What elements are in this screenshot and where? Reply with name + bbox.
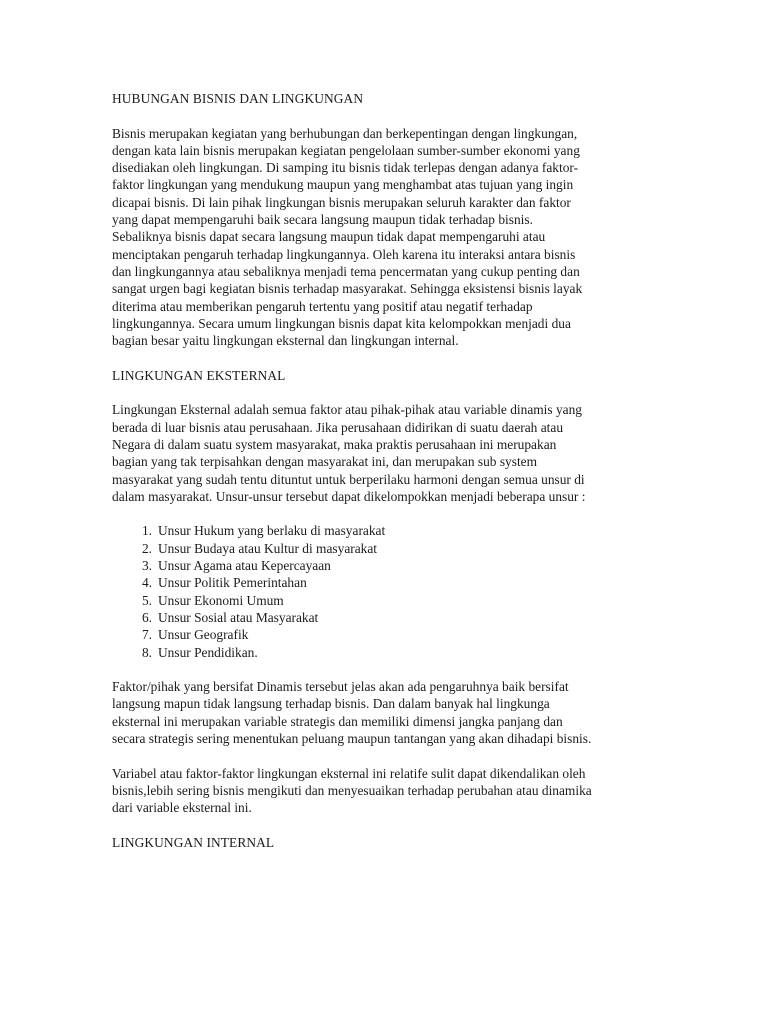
- list-text: Unsur Ekonomi Umum: [158, 592, 284, 608]
- spacer: [112, 661, 660, 678]
- paragraph-line: diterima atau memberikan pengaruh tertentu yang positif atau negatif terhadap: [112, 298, 533, 314]
- spacer: [112, 384, 660, 401]
- paragraph-line: berada di luar bisnis atau perusahaan. Jika perusahaan didirikan di suatu daerah atau: [112, 419, 564, 435]
- list-text: Unsur Geografik: [158, 627, 249, 643]
- heading-lingkungan-internal: LINGKUNGAN INTERNAL: [112, 834, 275, 850]
- list-item: [112, 592, 660, 609]
- paragraph-line: Variabel atau faktor-faktor lingkungan eksternal ini relatife sulit dapat dikendalikan oleh: [112, 765, 586, 781]
- list-number: 8.: [141, 644, 152, 660]
- paragraph-line: dicapai bisnis. Di lain pihak lingkungan bisnis merupakan seluruh karakter dan faktor: [112, 194, 571, 210]
- paragraph-line: langsung mapun tidak langsung terhadap bisnis. Dan dalam banyak hal lingkunga: [112, 696, 550, 712]
- list-number: 3.: [141, 558, 152, 574]
- paragraph-line: yang dapat mempengaruhi baik secara langsung maupun tidak terhadap bisnis.: [112, 212, 533, 228]
- paragraph-intro: [112, 125, 660, 350]
- list-number: 5.: [141, 592, 152, 608]
- list-text: Unsur Budaya atau Kultur di masyarakat: [158, 540, 378, 556]
- paragraph-line: dalam masyarakat. Unsur-unsur tersebut dapat dikelompokkan menjadi beberapa unsur :: [112, 488, 586, 504]
- paragraph-line: eksternal ini merupakan variable strategis dan memiliki dimensi jangka panjang dan: [112, 713, 563, 729]
- paragraph-line: masyarakat yang sudah tentu dituntut untuk berperilaku harmoni dengan semua unsur di: [112, 471, 585, 487]
- paragraph-line: dari variable eksternal ini.: [112, 800, 252, 816]
- paragraph-line: bisnis,lebih sering bisnis mengikuti dan menyesuaikan terhadap perubahan atau dinamika: [112, 782, 592, 798]
- paragraph-variabel: [112, 765, 660, 817]
- list-number: 7.: [141, 627, 152, 643]
- paragraph-line: Sebaliknya bisnis dapat secara langsung maupun tidak dapat mempengaruhi atau: [112, 229, 546, 245]
- paragraph-line: Negara di dalam suatu system masyarakat, maka praktis perusahaan ini merupakan: [112, 436, 557, 452]
- spacer: [112, 747, 660, 764]
- paragraph-line: Faktor/pihak yang bersifat Dinamis tersebut jelas akan ada pengaruhnya baik bersifat: [112, 679, 569, 695]
- paragraph-line: menciptakan pengaruh terhadap lingkungannya. Oleh karena itu interaksi antara bisnis: [112, 246, 576, 262]
- spacer: [112, 107, 660, 124]
- paragraph-line: dan lingkungannya atau sebaliknya menjadi tema pencermatan yang cukup penting dan: [112, 263, 580, 279]
- spacer: [112, 349, 660, 366]
- paragraph-line: sangat urgen bagi kegiatan bisnis terhadap masyarakat. Sehingga eksistensi bisnis layak: [112, 281, 583, 297]
- list-item: [112, 574, 660, 591]
- list-text: Unsur Sosial atau Masyarakat: [158, 609, 319, 625]
- list-number: 2.: [141, 540, 152, 556]
- list-item: [112, 540, 660, 557]
- list-text: Unsur Pendidikan.: [158, 644, 258, 660]
- list-item: [112, 522, 660, 539]
- paragraph-line: Bisnis merupakan kegiatan yang berhubungan dan berkepentingan dengan lingkungan,: [112, 125, 578, 141]
- spacer: [112, 505, 660, 522]
- paragraph-line: bagian yang tak terpisahkan dengan masyarakat ini, dan merupakan sub system: [112, 454, 538, 470]
- heading-lingkungan-eksternal: LINGKUNGAN EKSTERNAL: [112, 367, 286, 383]
- paragraph-line: bagian besar yaitu lingkungan eksternal dan lingkungan internal.: [112, 333, 459, 349]
- list-number: 6.: [141, 609, 152, 625]
- spacer: [112, 816, 660, 833]
- heading-hubungan-bisnis: HUBUNGAN BISNIS DAN LINGKUNGAN: [112, 91, 364, 106]
- list-text: Unsur Agama atau Kepercayaan: [158, 558, 331, 574]
- list-text: Unsur Hukum yang berlaku di masyarakat: [158, 523, 386, 539]
- list-item: [112, 557, 660, 574]
- list-text: Unsur Politik Pemerintahan: [158, 575, 307, 591]
- paragraph-line: secara strategis sering menentukan peluang maupun tantangan yang akan dihadapi bisnis.: [112, 730, 592, 746]
- list-item: [112, 644, 660, 661]
- paragraph-eksternal: [112, 401, 660, 505]
- list-item: [112, 609, 660, 626]
- list-number: 1.: [141, 523, 152, 539]
- paragraph-line: disediakan oleh lingkungan. Di samping itu bisnis tidak terlepas dengan adanya faktor-: [112, 160, 579, 176]
- paragraph-line: lingkungannya. Secara umum lingkungan bisnis dapat kita kelompokkan menjadi dua: [112, 315, 571, 331]
- paragraph-line: dengan kata lain bisnis merupakan kegiatan pengelolaan sumber-sumber ekonomi yang: [112, 142, 580, 158]
- paragraph-line: Lingkungan Eksternal adalah semua faktor atau pihak-pihak atau variable dinamis yang: [112, 402, 582, 418]
- numbered-list: [112, 522, 660, 660]
- list-number: 4.: [141, 575, 152, 591]
- list-item: [112, 626, 660, 643]
- document-page: [112, 90, 660, 851]
- paragraph-line: faktor lingkungan yang mendukung maupun yang menghambat atas tujuan yang ingin: [112, 177, 574, 193]
- paragraph-faktor-dinamis: [112, 678, 660, 747]
